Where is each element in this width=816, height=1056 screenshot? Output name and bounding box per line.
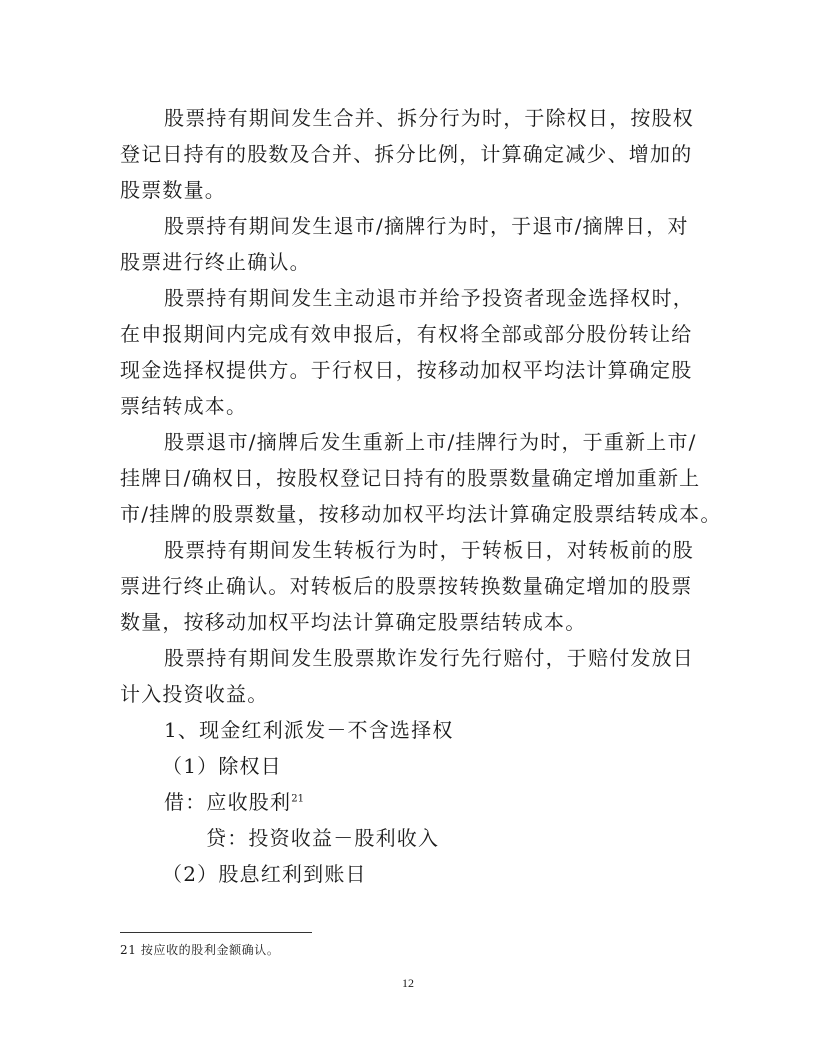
- footnote-separator: [120, 932, 312, 933]
- paragraph-line: 计入投资收益。: [120, 682, 269, 706]
- paragraph-line: 市/挂牌的股票数量，按移动加权平均法计算确定股票结转成本。: [120, 502, 722, 526]
- paragraph-board-transfer: [120, 532, 700, 640]
- paragraph-line: 股票数量。: [120, 178, 226, 202]
- paragraph-line: 登记日持有的股数及合并、拆分比例，计算确定减少、增加的: [120, 142, 693, 166]
- paragraph-line: 股票持有期间发生转板行为时，于转板日，对转板前的股: [164, 538, 694, 562]
- paragraph-line: 股票进行终止确认。: [120, 250, 311, 274]
- paragraph-line: 股票持有期间发生合并、拆分行为时，于除权日，按股权: [164, 106, 694, 130]
- step-label: （1）除权日: [162, 754, 282, 778]
- paragraph-delisting: [120, 208, 700, 280]
- journal-credit-entry: [206, 820, 786, 856]
- step-ex-dividend-date: [162, 748, 742, 784]
- footnote-reference[interactable]: 21: [291, 793, 304, 805]
- paragraph-line: 股票持有期间发生股票欺诈发行先行赔付，于赔付发放日: [164, 646, 694, 670]
- paragraph-merge-split: [120, 100, 700, 208]
- page-number: 12: [402, 976, 414, 990]
- paragraph-line: 在申报期间内完成有效申报后，有权将全部或部分股份转让给: [120, 322, 693, 346]
- paragraph-cash-option: [120, 280, 700, 424]
- paragraph-fraud-compensation: [120, 640, 700, 712]
- step-label: （2）股息红利到账日: [162, 862, 367, 886]
- paragraph-line: 票进行终止确认。对转板后的股票按转换数量确定增加的股票: [120, 574, 693, 598]
- section-heading-text: 1、现金红利派发－不含选择权: [164, 718, 454, 742]
- section-heading: [120, 712, 700, 748]
- debit-text: 借：应收股利: [164, 790, 292, 814]
- footnote: 21 按应收的股利金额确认。: [120, 943, 280, 957]
- step-dividend-receipt-date: [162, 856, 742, 892]
- paragraph-line: 现金选择权提供方。于行权日，按移动加权平均法计算确定股: [120, 358, 693, 382]
- paragraph-line: 挂牌日/确权日，按股权登记日持有的股票数量确定增加重新上: [120, 466, 701, 490]
- credit-text: 贷：投资收益－股利收入: [206, 826, 440, 850]
- paragraph-line: 票结转成本。: [120, 394, 248, 418]
- paragraph-line: 股票持有期间发生主动退市并给予投资者现金选择权时，: [164, 286, 694, 310]
- journal-debit-entry: [164, 784, 744, 820]
- paragraph-relisting: [120, 424, 722, 532]
- paragraph-line: 数量，按移动加权平均法计算确定股票结转成本。: [120, 610, 587, 634]
- paragraph-line: 股票退市/摘牌后发生重新上市/挂牌行为时，于重新上市/: [164, 430, 697, 454]
- paragraph-line: 股票持有期间发生退市/摘牌行为时，于退市/摘牌日，对: [164, 214, 689, 238]
